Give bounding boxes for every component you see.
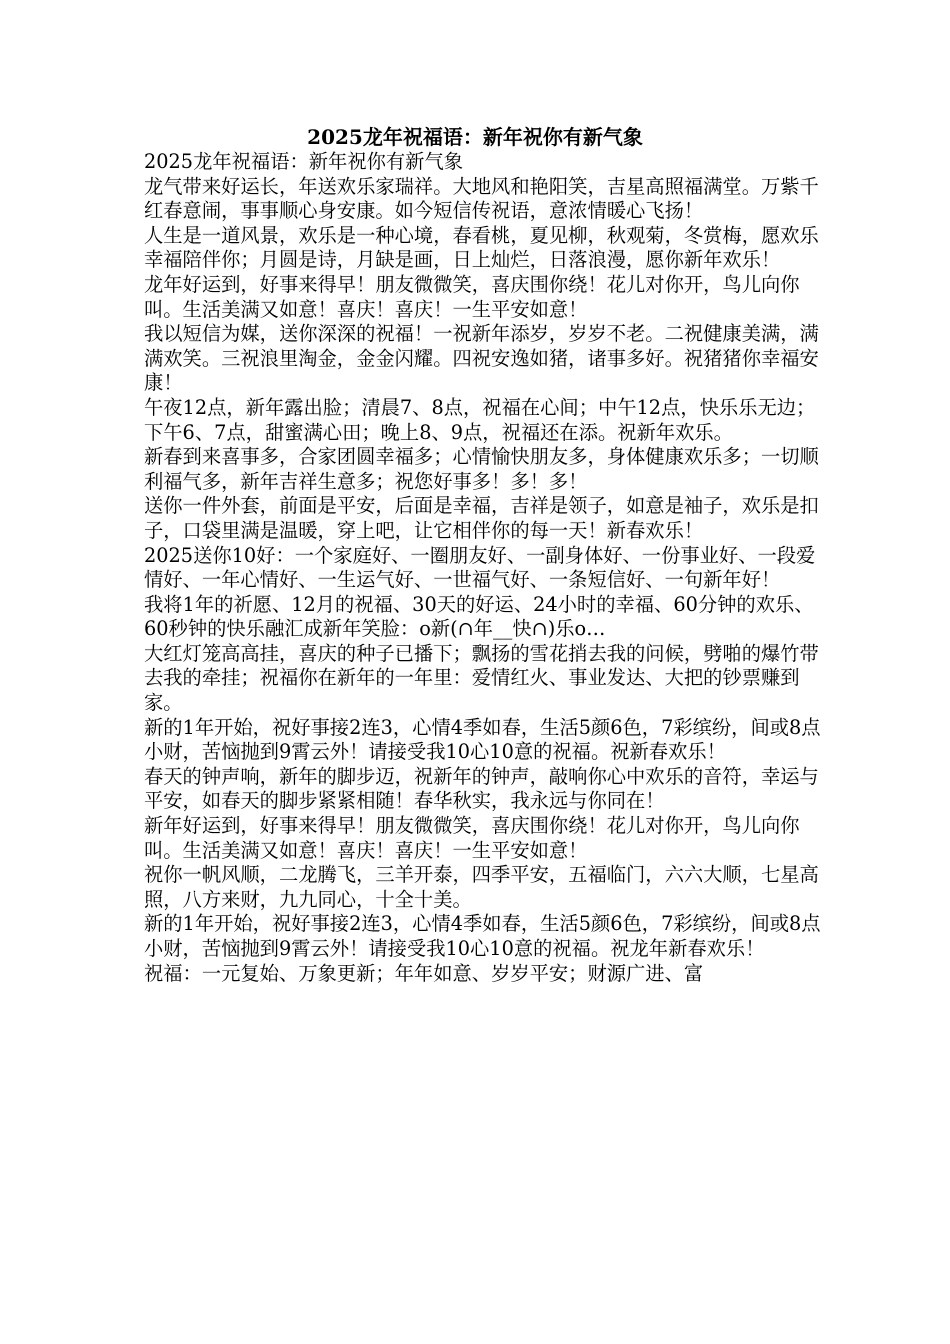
paragraph: 我将1年的祈愿、12月的祝福、30天的好运、24小时的幸福、60分钟的欢乐、60秒钟的快乐融汇成新年笑脸：o新(∩年__快∩)乐o…	[144, 592, 814, 641]
paragraph: 祝你一帆风顺，二龙腾飞，三羊开泰，四季平安，五福临门，六六大顺，七星高照，八方来财，九九同心，十全十美。	[144, 863, 819, 911]
paragraph: 人生是一道风景，欢乐是一种心境，春看桃，夏见柳，秋观菊，冬赏梅，愿欢乐幸福陪伴你；月圆是诗，月缺是画，日上灿烂，日落浪漫，愿你新年欢乐！	[144, 223, 819, 272]
paragraph: 新的1年开始，祝好事接2连3，心情4季如春，生活5颜6色，7彩缤纷，间或8点小财，苦恼抛到9霄云外！请接受我10心10意的祝福。祝新春欢乐！	[144, 715, 821, 764]
paragraph: 新年好运到，好事来得早！朋友微微笑，喜庆围你绕！花儿对你开，鸟儿向你叫。生活美满又如意！喜庆！喜庆！一生平安如意！	[144, 814, 800, 862]
document-title: 2025龙年祝福语：新年祝你有新气象	[307, 125, 643, 149]
paragraph: 新的1年开始，祝好事接2连3，心情4季如春，生活5颜6色，7彩缤纷，间或8点小财，苦恼抛到9霄云外！请接受我10心10意的祝福。祝龙年新春欢乐！	[144, 912, 821, 960]
paragraph: 送你一件外套，前面是平安，后面是幸福，吉祥是领子，如意是袖子，欢乐是扣子，口袋里满是温暖，穿上吧，让它相伴你的每一天！新春欢乐！	[144, 494, 819, 542]
paragraph: 2025龙年祝福语：新年祝你有新气象	[144, 150, 464, 173]
paragraph: 2025送你10好：一个家庭好、一圈朋友好、一副身体好、一份事业好、一段爱情好、一年心情好、一生运气好、一世福气好、一条短信好、一句新年好！	[144, 543, 816, 592]
document-body	[144, 150, 824, 986]
paragraph: 春天的钟声响，新年的脚步迈，祝新年的钟声，敲响你心中欢乐的音符，幸运与平安，如春天的脚步紧紧相随！春华秋实，我永远与你同在！	[144, 764, 819, 813]
paragraph: 龙年好运到，好事来得早！朋友微微笑，喜庆围你绕！花儿对你开，鸟儿向你叫。生活美满又如意！喜庆！喜庆！一生平安如意！	[144, 272, 800, 321]
paragraph: 祝福：一元复始、万象更新；年年如意、岁岁平安；财源广进、富	[144, 961, 704, 985]
paragraph: 午夜12点，新年露出脸；清晨7、8点，祝福在心间；中午12点，快乐乐无边；下午6、7点，甜蜜满心田；晚上8、9点，祝福还在添。祝新年欢乐。	[144, 395, 816, 444]
paragraph: 我以短信为媒，送你深深的祝福！一祝新年添岁，岁岁不老。二祝健康美满，满满欢笑。三祝浪里淘金，金金闪耀。四祝安逸如猪，诸事多好。祝猪猪你幸福安康！	[144, 322, 819, 395]
paragraph: 新春到来喜事多，合家团圆幸福多；心情愉快朋友多，身体健康欢乐多；一切顺利福气多，新年吉祥生意多；祝您好事多！多！多！	[144, 445, 819, 493]
paragraph: 龙气带来好运长，年送欢乐家瑞祥。大地风和艳阳笑，吉星高照福满堂。万紫千红春意闹，事事顺心身安康。如今短信传祝语，意浓情暖心飞扬！	[144, 174, 819, 223]
paragraph: 大红灯笼高高挂，喜庆的种子已播下；飘扬的雪花捎去我的问候，劈啪的爆竹带去我的牵挂；祝福你在新年的一年里：爱情红火、事业发达、大把的钞票赚到家。	[144, 641, 819, 715]
